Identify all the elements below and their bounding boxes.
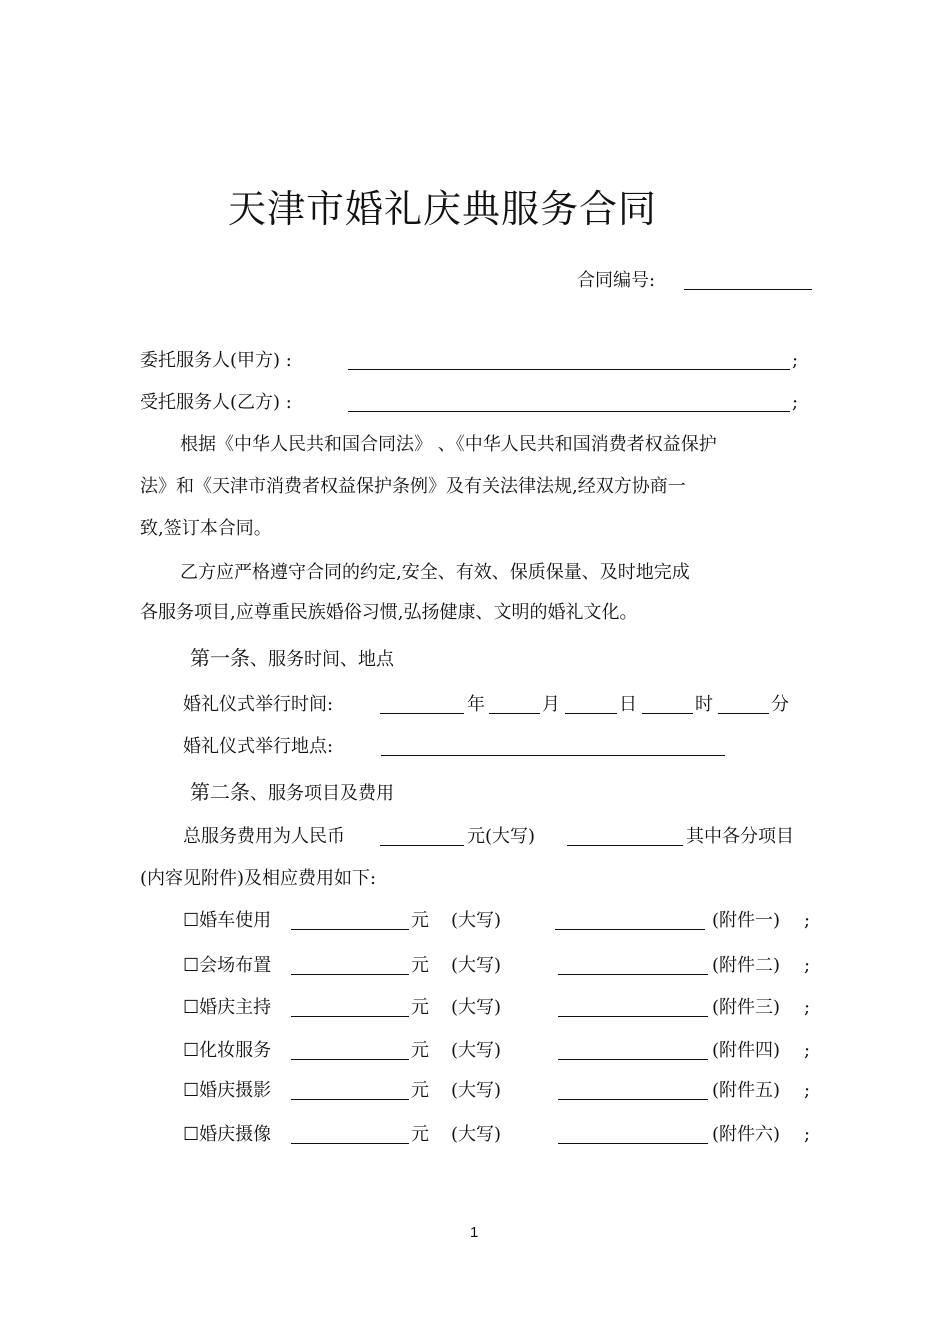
service-item-semicolon: ; (804, 1040, 811, 1061)
service-item-fee-field[interactable] (291, 1059, 409, 1060)
total-fee-tail: 其中各分项目 (686, 826, 794, 847)
total-fee-capital-field[interactable] (567, 845, 683, 846)
service-item-checkbox-label[interactable]: ☐婚庆摄影 (183, 1080, 272, 1101)
service-item-semicolon: ; (804, 1080, 811, 1101)
service-item-checkbox-label[interactable]: ☐婚庆摄像 (183, 1124, 272, 1145)
service-item-fee-field[interactable] (291, 1016, 409, 1017)
service-item-yuan: 元 (411, 1124, 429, 1145)
service-item-checkbox-label[interactable]: ☐化妆服务 (183, 1040, 272, 1061)
ceremony-place-label: 婚礼仪式举行地点: (183, 736, 334, 757)
article-2-number: 第二条 (190, 780, 250, 804)
service-item-fee-field[interactable] (291, 929, 409, 930)
service-item-semicolon: ; (804, 1124, 811, 1145)
article-1-title: 、服务时间、地点 (250, 649, 394, 670)
ceremony-place-field[interactable] (381, 755, 725, 756)
service-item-capital-label: (大写) (451, 997, 502, 1018)
service-item-annex: (附件五) (712, 1080, 781, 1101)
ceremony-year-field[interactable] (380, 713, 464, 714)
intro-line-1: 根据《中华人民共和国合同法》 、《中华人民共和国消费者权益保护 (180, 434, 717, 455)
service-item-yuan: 元 (411, 955, 429, 976)
service-item-annex: (附件四) (712, 1040, 781, 1061)
day-unit: 日 (619, 694, 637, 715)
article-1-number: 第一条 (190, 646, 250, 670)
service-item-capital-field[interactable] (558, 974, 708, 975)
service-item-annex: (附件二) (712, 955, 781, 976)
service-item-capital-label: (大写) (451, 1080, 502, 1101)
contract-number-label: 合同编号: (577, 270, 656, 291)
ceremony-time-label: 婚礼仪式举行时间: (183, 694, 334, 715)
items-intro: (内容见附件)及相应费用如下: (140, 868, 377, 889)
service-item-yuan: 元 (411, 997, 429, 1018)
service-item-fee-field[interactable] (291, 974, 409, 975)
service-item-capital-field[interactable] (558, 1099, 708, 1100)
ceremony-hour-field[interactable] (642, 713, 693, 714)
service-item-capital-label: (大写) (451, 910, 502, 931)
service-item-semicolon: ; (804, 955, 811, 976)
contract-number-field[interactable] (684, 289, 812, 290)
service-item-capital-label: (大写) (451, 1124, 502, 1145)
article-1-heading (190, 647, 394, 671)
service-item-capital-field[interactable] (558, 1143, 708, 1144)
service-item-fee-field[interactable] (291, 1099, 409, 1100)
service-item-checkbox-label[interactable]: ☐婚车使用 (183, 910, 272, 931)
intro-line-2: 法》和《天津市消费者权益保护条例》及有关法律法规,经双方协商一 (140, 476, 686, 497)
service-item-yuan: 元 (411, 910, 429, 931)
minute-unit: 分 (771, 694, 789, 715)
party-b-field[interactable] (348, 411, 790, 412)
total-fee-field[interactable] (380, 845, 464, 846)
service-item-yuan: 元 (411, 1080, 429, 1101)
article-2-heading (190, 781, 394, 805)
page-number: 1 (470, 1224, 479, 1241)
duty-line-1: 乙方应严格遵守合同的约定,安全、有效、保质保量、及时地完成 (180, 562, 690, 583)
year-unit: 年 (467, 694, 485, 715)
party-a-field[interactable] (348, 369, 790, 370)
service-item-capital-field[interactable] (555, 929, 705, 930)
service-item-capital-field[interactable] (558, 1016, 708, 1017)
ceremony-month-field[interactable] (489, 713, 540, 714)
party-b-label: 受托服务人(乙方) : (140, 392, 292, 413)
ceremony-minute-field[interactable] (718, 713, 769, 714)
service-item-capital-label: (大写) (451, 955, 502, 976)
service-item-annex: (附件一) (712, 910, 781, 931)
article-2-title: 、服务项目及费用 (250, 783, 394, 804)
ceremony-day-field[interactable] (565, 713, 617, 714)
party-a-semicolon: ; (792, 350, 799, 371)
party-a-label: 委托服务人(甲方) : (140, 350, 292, 371)
hour-unit: 时 (695, 694, 713, 715)
service-item-capital-label: (大写) (451, 1040, 502, 1061)
service-item-semicolon: ; (804, 910, 811, 931)
service-item-capital-field[interactable] (558, 1059, 708, 1060)
service-item-checkbox-label[interactable]: ☐会场布置 (183, 955, 272, 976)
month-unit: 月 (542, 694, 560, 715)
service-item-yuan: 元 (411, 1040, 429, 1061)
service-item-semicolon: ; (804, 997, 811, 1018)
document-title: 天津市婚礼庆典服务合同 (228, 187, 658, 231)
service-item-fee-field[interactable] (291, 1143, 409, 1144)
intro-line-3: 致,签订本合同。 (140, 518, 272, 539)
service-item-annex: (附件六) (712, 1124, 781, 1145)
duty-line-2: 各服务项目,应尊重民族婚俗习惯,弘扬健康、文明的婚礼文化。 (140, 602, 638, 623)
party-b-semicolon: ; (792, 392, 799, 413)
service-item-checkbox-label[interactable]: ☐婚庆主持 (183, 997, 272, 1018)
total-fee-yuan: 元(大写) (467, 826, 536, 847)
total-fee-label: 总服务费用为人民币 (183, 826, 345, 847)
service-item-annex: (附件三) (712, 997, 781, 1018)
